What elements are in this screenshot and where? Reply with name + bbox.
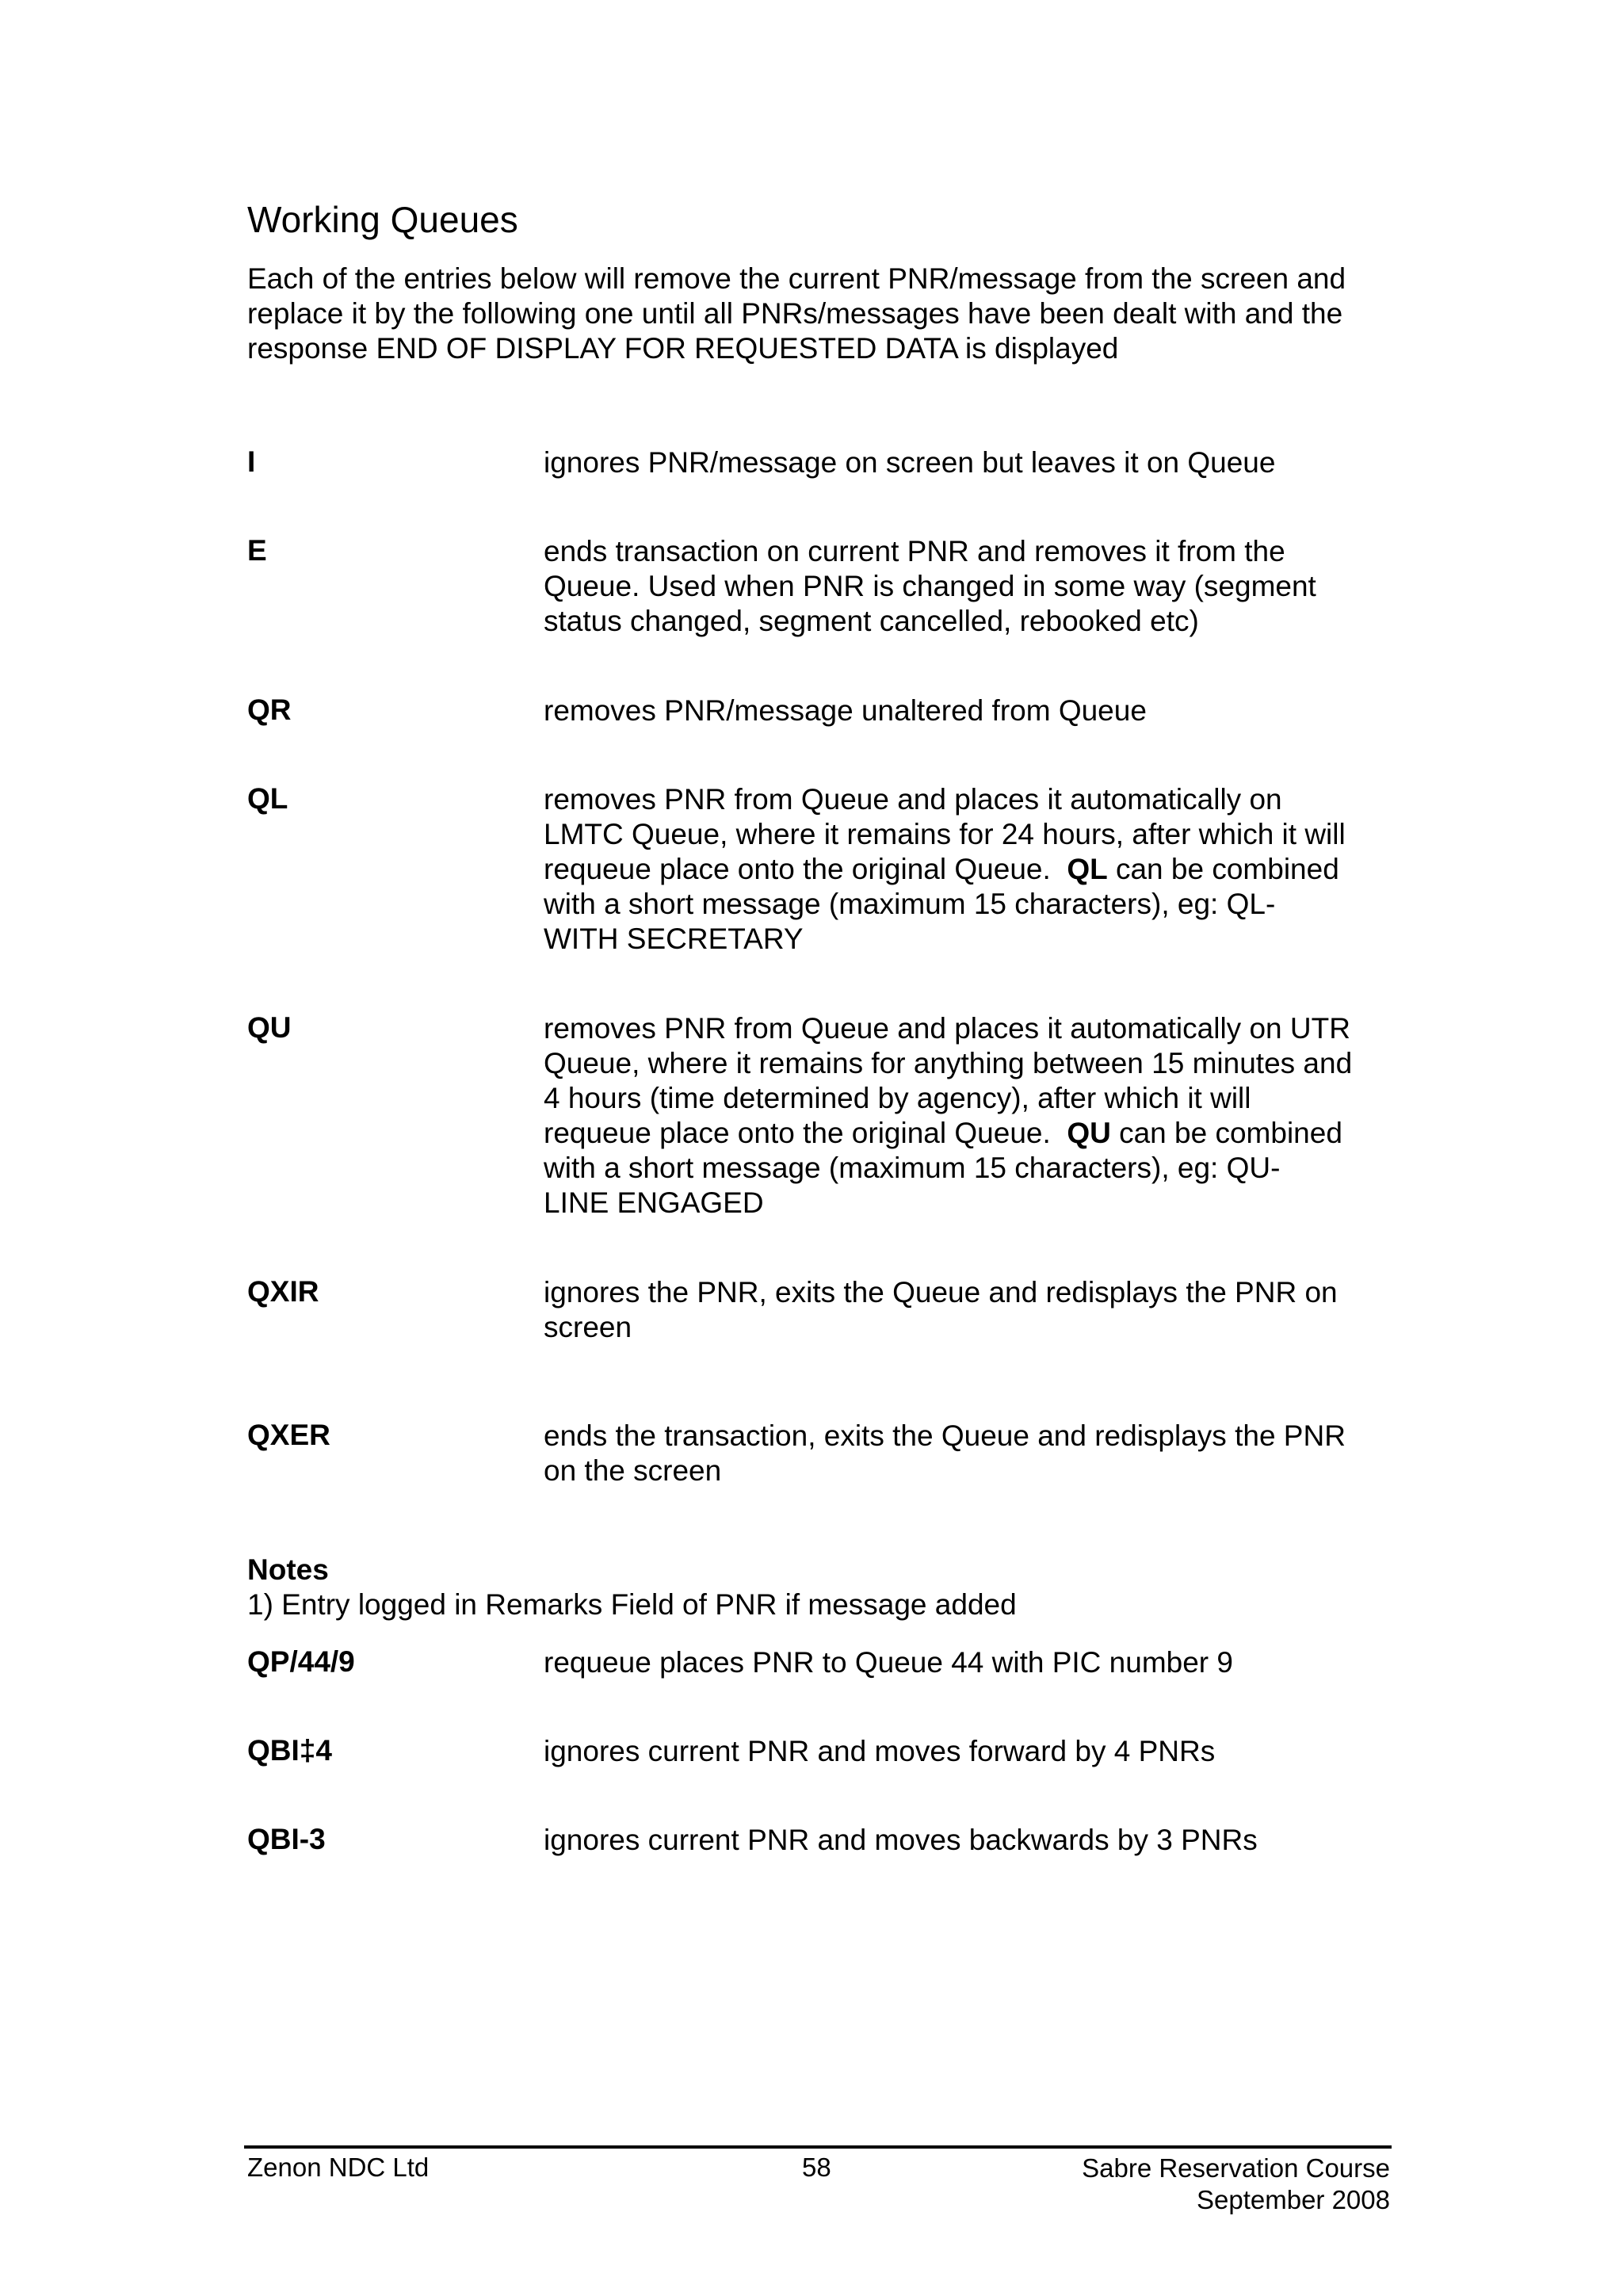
command-ql: QL xyxy=(247,782,288,815)
notes-text: 1) Entry logged in Remarks Field of PNR if message added xyxy=(247,1588,1017,1621)
description-line: status changed, segment cancelled, rebooked etc) xyxy=(544,605,1199,637)
description-line: ignores PNR/message on screen but leaves it on Queue xyxy=(544,446,1276,479)
description-line: screen xyxy=(544,1311,632,1343)
intro-line: replace it by the following one until all PNRs/messages have been dealt with and the xyxy=(247,297,1343,330)
description-line: with a short message (maximum 15 characters), eg: QU- xyxy=(544,1152,1281,1184)
command-qbi-forward-description xyxy=(544,1734,1407,1769)
command-qr: QR xyxy=(247,693,292,726)
description-line: ends transaction on current PNR and removes it from the xyxy=(544,535,1285,567)
command-e: E xyxy=(247,534,267,567)
command-i: I xyxy=(247,445,256,478)
command-i-description xyxy=(544,445,1407,480)
command-qxir-description xyxy=(544,1275,1407,1345)
command-qxer: QXER xyxy=(247,1419,330,1451)
inline-command: QL xyxy=(1067,853,1108,885)
command-qbi-forward: QBI‡4 xyxy=(247,1734,332,1767)
description-line: requeue place onto the original Queue. QU can be combined xyxy=(544,1117,1342,1149)
description-line: requeue places PNR to Queue 44 with PIC number 9 xyxy=(544,1646,1233,1679)
command-e-description xyxy=(544,534,1407,639)
inline-command: QU xyxy=(1067,1117,1111,1149)
description-line: Queue, where it remains for anything between 15 minutes and xyxy=(544,1047,1353,1079)
description-line: on the screen xyxy=(544,1454,722,1487)
command-qp: QP/44/9 xyxy=(247,1645,355,1678)
description-line: removes PNR from Queue and places it automatically on UTR xyxy=(544,1012,1350,1045)
command-qxer-description xyxy=(544,1419,1407,1488)
intro-paragraph xyxy=(247,262,1388,366)
footer-date: September 2008 xyxy=(1196,2185,1390,2214)
command-qr-description xyxy=(544,693,1407,728)
footer-course xyxy=(1082,2153,1390,2216)
intro-line: response END OF DISPLAY FOR REQUESTED DATA is displayed xyxy=(247,332,1119,365)
description-line: WITH SECRETARY xyxy=(544,923,804,955)
description-line: with a short message (maximum 15 characters), eg: QL- xyxy=(544,888,1276,920)
description-line: 4 hours (time determined by agency), after which it will xyxy=(544,1082,1251,1114)
command-qbi-backward: QBI-3 xyxy=(247,1823,326,1855)
command-ql-description xyxy=(544,782,1407,957)
description-line: removes PNR from Queue and places it automatically on xyxy=(544,783,1282,816)
command-qxir: QXIR xyxy=(247,1275,319,1308)
notes-heading: Notes xyxy=(247,1553,329,1586)
footer-divider xyxy=(244,2145,1392,2149)
intro-line: Each of the entries below will remove the current PNR/message from the screen and xyxy=(247,262,1346,295)
command-qu: QU xyxy=(247,1011,292,1044)
page-number: 58 xyxy=(802,2153,831,2182)
description-line: ignores current PNR and moves forward by 4 PNRs xyxy=(544,1735,1216,1767)
footer-company: Zenon NDC Ltd xyxy=(247,2153,430,2182)
page-title: Working Queues xyxy=(247,199,518,240)
command-qu-description xyxy=(544,1011,1407,1221)
description-line: ignores current PNR and moves backwards by 3 PNRs xyxy=(544,1824,1258,1856)
description-line: removes PNR/message unaltered from Queue xyxy=(544,694,1147,727)
command-qp-description xyxy=(544,1645,1407,1680)
description-line: Queue. Used when PNR is changed in some way (segment xyxy=(544,570,1316,602)
description-line: ignores the PNR, exits the Queue and redisplays the PNR on xyxy=(544,1276,1338,1308)
command-qbi-backward-description xyxy=(544,1823,1407,1858)
description-line: ends the transaction, exits the Queue and redisplays the PNR xyxy=(544,1419,1346,1452)
description-line: LINE ENGAGED xyxy=(544,1186,764,1219)
description-line: LMTC Queue, where it remains for 24 hours, after which it will xyxy=(544,818,1346,850)
description-line: requeue place onto the original Queue. QL can be combined xyxy=(544,853,1339,885)
footer-course-title: Sabre Reservation Course xyxy=(1082,2153,1390,2183)
